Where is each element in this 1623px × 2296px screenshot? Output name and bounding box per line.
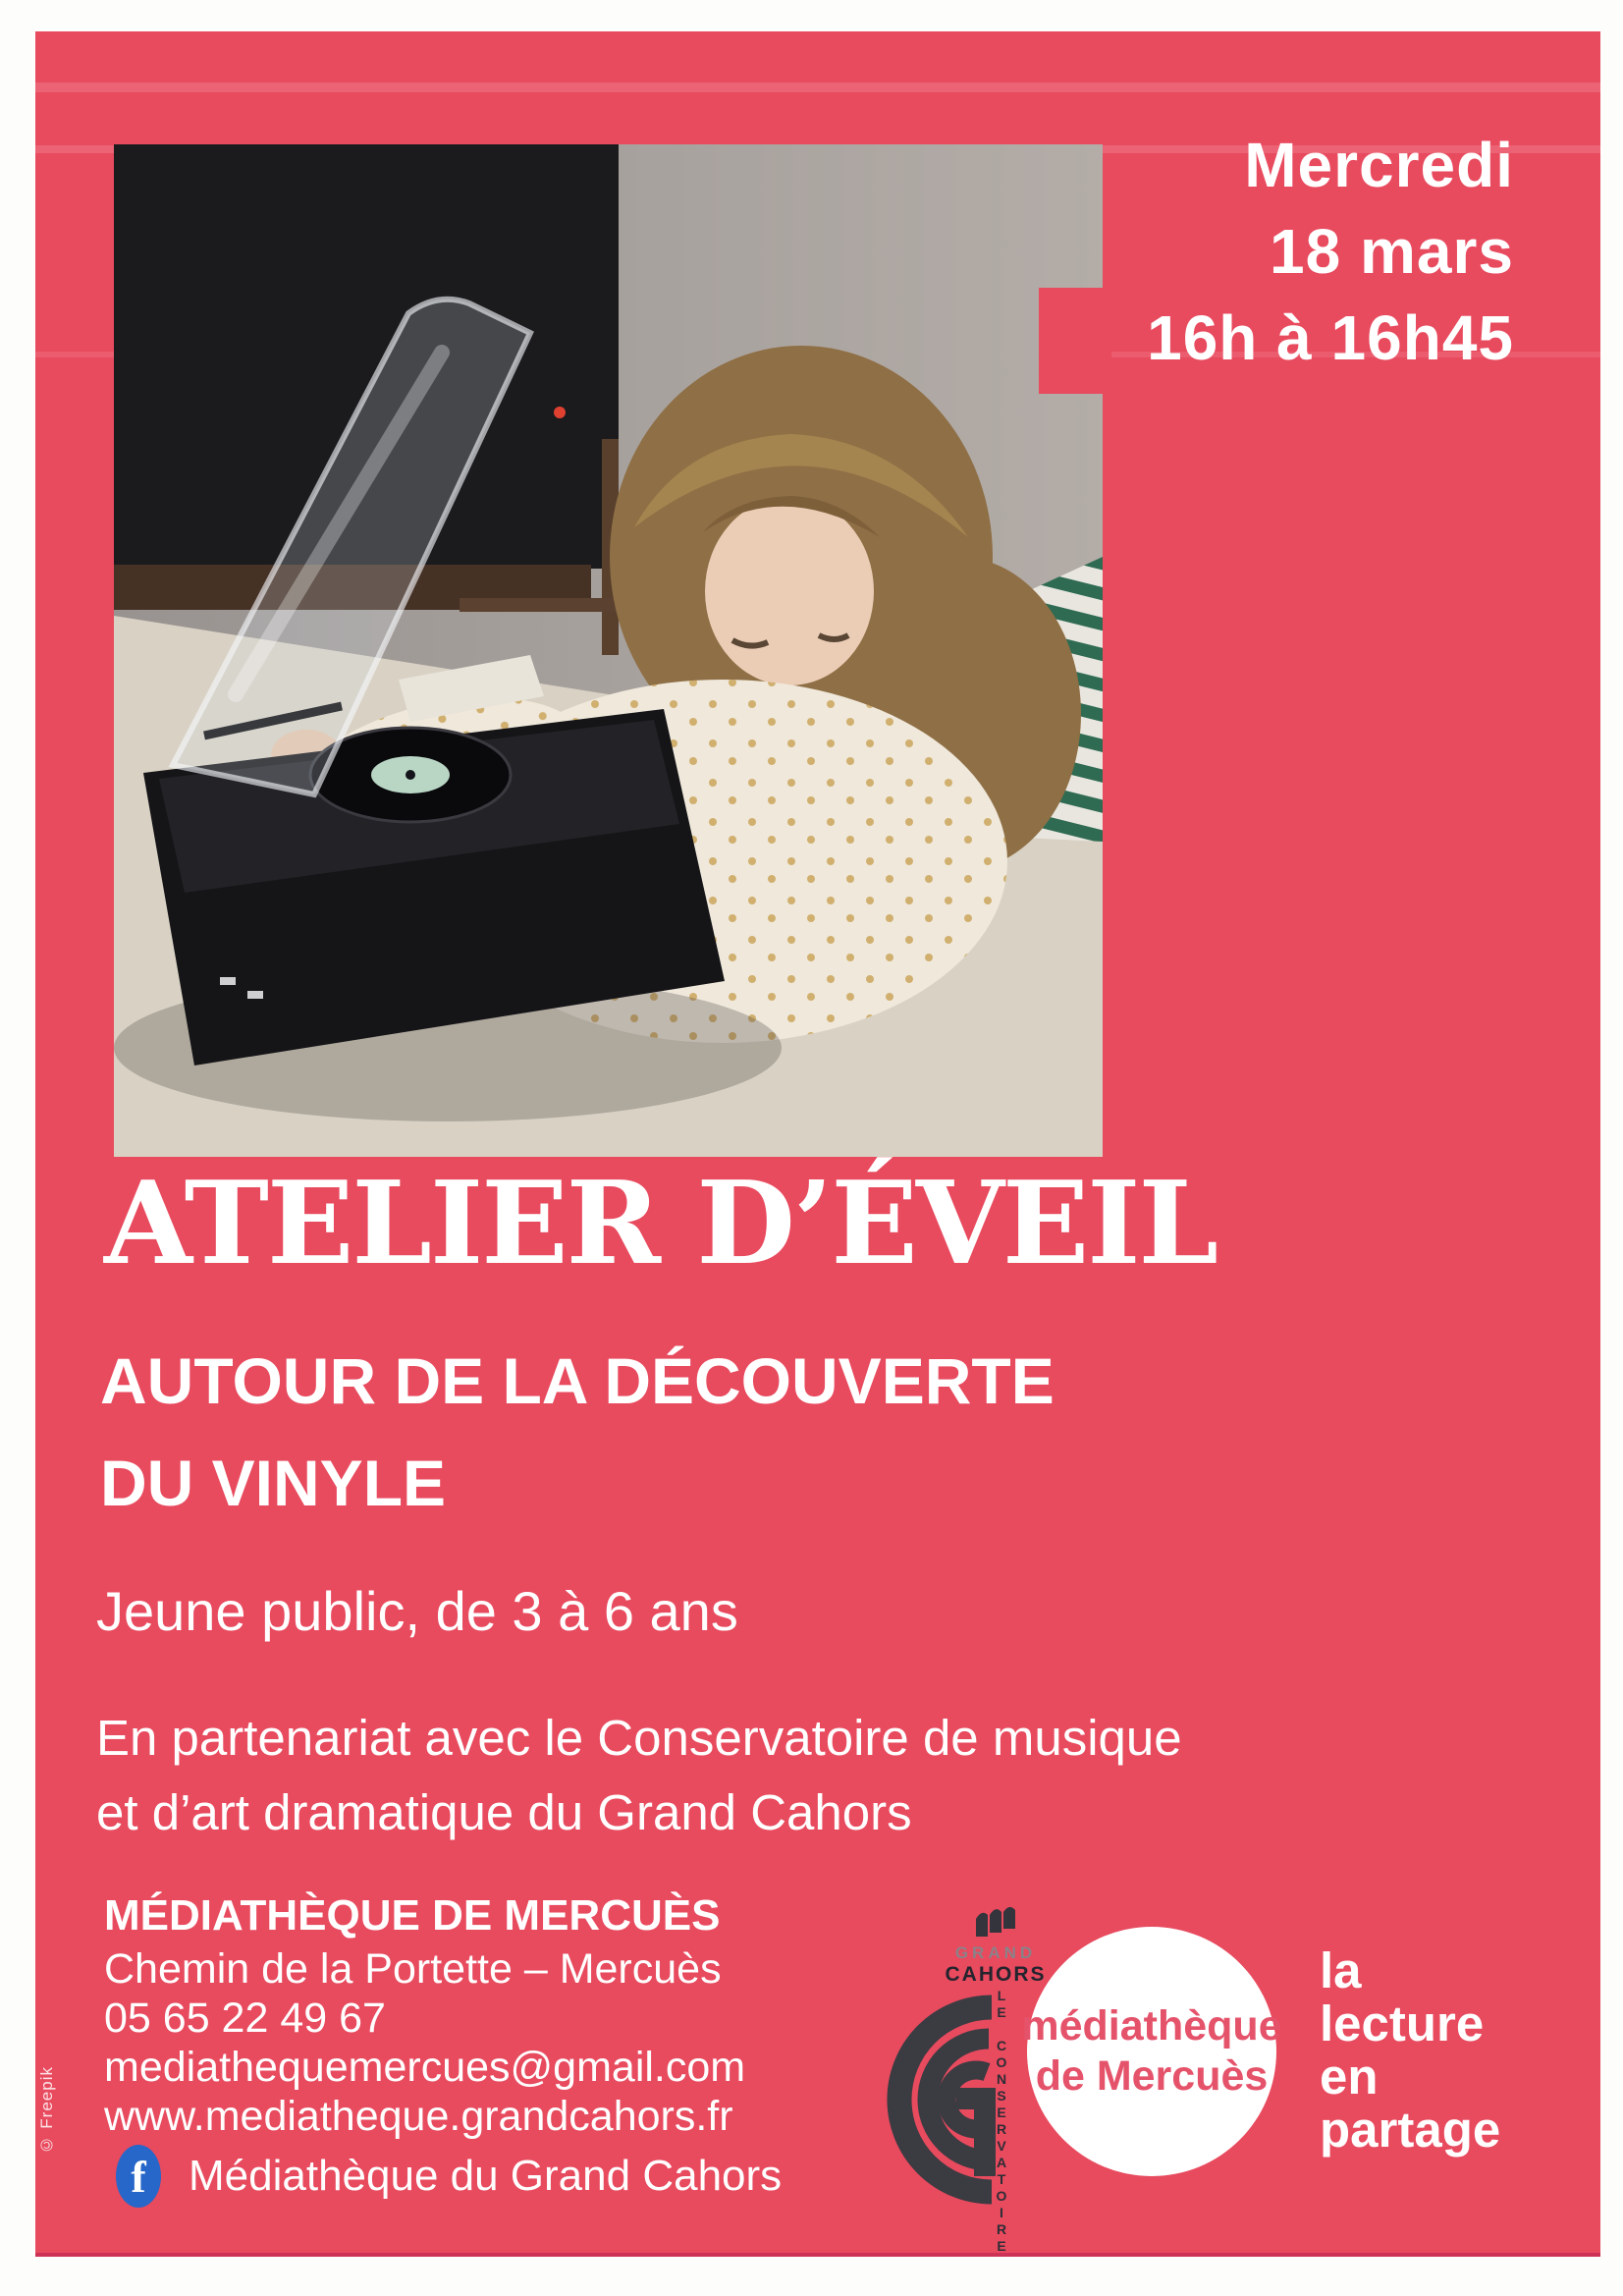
- facebook-row: [116, 2145, 782, 2208]
- venue-address: Chemin de la Portette – Mercuès: [104, 1945, 722, 1993]
- partnership-text: [96, 1701, 1182, 1850]
- lecture-line-2: lecture: [1320, 1995, 1485, 2051]
- venue-email: mediathequemercues@gmail.com: [104, 2044, 746, 2091]
- conservatoire-logo: [866, 1990, 999, 2215]
- venue-phone: 05 65 22 49 67: [104, 1995, 386, 2042]
- subtitle-line-2: DU VINYLE: [100, 1447, 447, 1519]
- grand-cahors-peaks-icon: [964, 1907, 1027, 1937]
- facebook-page-name: Médiathèque du Grand Cahors: [189, 2152, 783, 2200]
- conservatoire-vertical-label: LE CONSERVATOIRE: [994, 1988, 1009, 2255]
- event-date-block: [964, 122, 1514, 381]
- event-date: 18 mars: [1270, 216, 1514, 287]
- lecture-line-3: en: [1320, 2049, 1379, 2105]
- partnership-line-2: et d’art dramatique du Grand Cahors: [96, 1784, 912, 1840]
- conservatoire-g-icon: [866, 1990, 999, 2211]
- venue-name: MÉDIATHÈQUE DE MERCUÈS: [104, 1891, 721, 1940]
- subtitle-line-1: AUTOUR DE LA DÉCOUVERTE: [100, 1344, 1055, 1417]
- contact-block: [104, 1887, 745, 2141]
- grand-cahors-logo: [927, 1907, 1064, 1987]
- circle-line-1: médiathèque: [1021, 2002, 1282, 2050]
- freepik-credit: © Freepik: [37, 2066, 56, 2155]
- lecture-en-partage-logo: [1320, 1944, 1500, 2157]
- lecture-line-1: la: [1320, 1942, 1362, 1998]
- audience-text: Jeune public, de 3 à 6 ans: [96, 1580, 738, 1642]
- lecture-line-4: partage: [1320, 2102, 1501, 2158]
- mediatheque-circle-badge: [1021, 1927, 1282, 2176]
- photo-illustration: [114, 144, 1103, 1157]
- event-day: Mercredi: [1244, 130, 1514, 200]
- partnership-line-1: En partenariat avec le Conservatoire de musique: [96, 1710, 1182, 1766]
- venue-website: www.mediatheque.grandcahors.fr: [104, 2093, 733, 2140]
- scan-streak: [35, 82, 1600, 92]
- event-photo: [114, 144, 1103, 1157]
- circle-line-2: de Mercuès: [1035, 2052, 1269, 2100]
- poster-subtitle: [100, 1330, 1055, 1534]
- grand-cahors-word-grand: GRAND: [954, 1943, 1037, 1962]
- event-time: 16h à 16h45: [1147, 302, 1514, 373]
- poster-title: ATELIER D’ÉVEIL: [104, 1157, 1217, 1290]
- facebook-icon: f: [116, 2145, 161, 2208]
- poster-background: [35, 31, 1600, 2257]
- grand-cahors-word-cahors: CAHORS: [945, 1963, 1047, 1986]
